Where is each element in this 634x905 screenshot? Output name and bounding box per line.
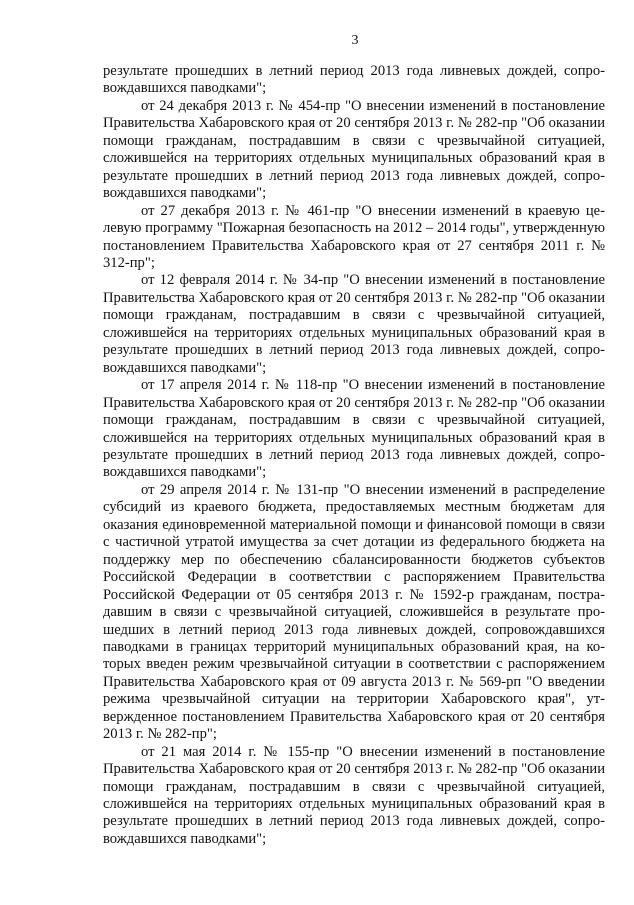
page-number: 3 xyxy=(351,33,359,48)
paragraph-continuation: результате прошедших в летний период 2013 года ливневых дождей, сопровождавшихся паводками"; xyxy=(103,63,605,97)
paragraph-decree-131: от 29 апреля 2014 г. № 131-пр "О внесении изменений в распределение субсидий из краевого бюджета, предоставляемых местным бюджетам для оказания единовременной материальной помощи и финансовой помощи в связи с частичной утратой имущества за счет дотации из федерального бюджета на поддержку мер по обеспечению сбалансированности бюджетов субъектов Российской Федерации в соответствии с распоряжением Правительства Российской Федерации от 05 сентября 2013 г. № 1592-р гражданам, пострадавшим в связи с чрезвычайной ситуацией, сложившейся в результате прошедших в летний период 2013 года ливневых дождей, сопровождавшихся паводками в границах территорий муниципальных образований края, на которых введен режим чрезвычайной ситуации в соответствии с распоряжением Правительства Хабаровского края от 09 августа 2013 г. № 569-рп "О введении режима чрезвычайной ситуации на территории Хабаровского края", утвержденное постановлением Правительства Хабаровского края от 20 сентября 2013 г. № 282-пр"; xyxy=(103,481,605,743)
body-text xyxy=(103,63,605,848)
paragraph-decree-461: от 27 декабря 2013 г. № 461-пр "О внесении изменений в краевую целевую программу "Пожарная безопасность на 2012 – 2014 годы", утвержденную постановлением Правительства Хабаровского края от 27 сентября 2011 г. № 312-пр"; xyxy=(103,202,605,271)
paragraph-decree-454: от 24 декабря 2013 г. № 454-пр "О внесении изменений в постановление Правительства Хабаровского края от 20 сентября 2013 г. № 282-пр "Об оказании помощи гражданам, пострадавшим в связи с чрезвычайной ситуацией, сложившейся на территориях отдельных муниципальных образований края в результате прошедших в летний период 2013 года ливневых дождей, сопровождавшихся паводками"; xyxy=(103,97,605,202)
paragraph-decree-155: от 21 мая 2014 г. № 155-пр "О внесении изменений в постановление Правительства Хабаровского края от 20 сентября 2013 г. № 282-пр "Об оказании помощи гражданам, пострадавшим в связи с чрезвычайной ситуацией, сложившейся на территориях отдельных муниципальных образований края в результате прошедших в летний период 2013 года ливневых дождей, сопровождавшихся паводками"; xyxy=(103,743,605,847)
paragraph-decree-118: от 17 апреля 2014 г. № 118-пр "О внесении изменений в постановление Правительства Хабаровского края от 20 сентября 2013 г. № 282-пр "Об оказании помощи гражданам, пострадавшим в связи с чрезвычайной ситуацией, сложившейся на территориях отдельных муниципальных образований края в результате прошедших в летний период 2013 года ливневых дождей, сопровождавшихся паводками"; xyxy=(103,377,605,481)
paragraph-decree-34: от 12 февраля 2014 г. № 34-пр "О внесении изменений в постановление Правительства Хабаровского края от 20 сентября 2013 г. № 282-пр "Об оказании помощи гражданам, пострадавшим в связи с чрезвычайной ситуацией, сложившейся на территориях отдельных муниципальных образований края в результате прошедших в летний период 2013 года ливневых дождей, сопровождавшихся паводками"; xyxy=(103,272,605,376)
